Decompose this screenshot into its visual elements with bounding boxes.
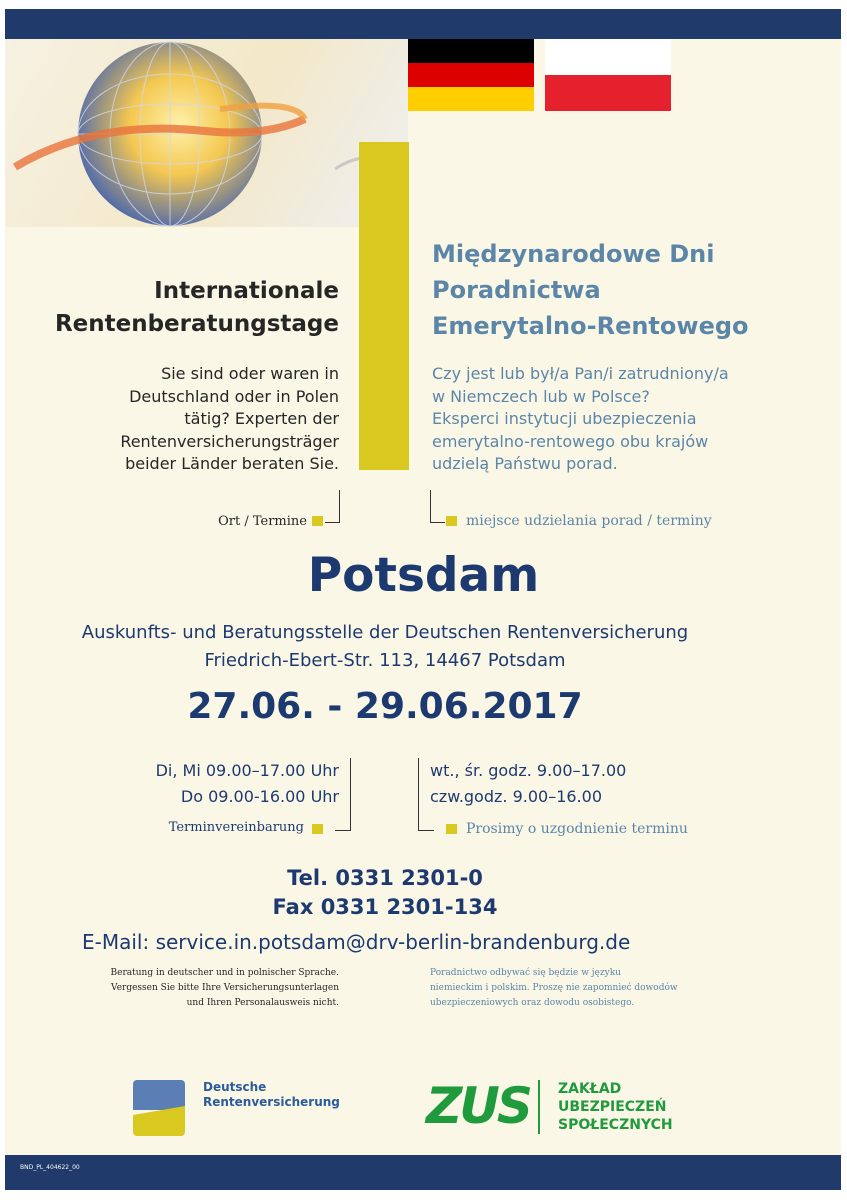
label-place-de: Ort / Termine bbox=[218, 514, 307, 529]
notes-de: Beratung in deutscher und in polnischer Sprache. Vergessen Sie bitte Ihre Versicherungsunterlagen und Ihren Personalausweis nicht. bbox=[110, 968, 339, 1008]
event-office: Auskunfts- und Beratungsstelle der Deutschen Rentenversicherung bbox=[81, 622, 689, 643]
contact-email[interactable]: E-Mail: service.in.potsdam@drv-berlin-brandenburg.de bbox=[82, 930, 631, 954]
label-appointment-pl: Prosimy o uzgodnienie terminu bbox=[466, 821, 688, 837]
document-code: BND_PL_404622_00 bbox=[20, 1164, 80, 1171]
zus-logo: ZUS bbox=[426, 1077, 530, 1135]
marker-square bbox=[312, 824, 323, 834]
globe-image bbox=[5, 39, 408, 227]
top-bar bbox=[5, 9, 841, 39]
bottom-bar bbox=[5, 1155, 841, 1190]
zus-divider bbox=[538, 1080, 540, 1134]
german-flag bbox=[408, 39, 534, 111]
intro-de: Sie sind oder waren in Deutschland oder in Polen tätig? Experten der Rentenversicherungsträger beider Länder beraten Sie. bbox=[120, 364, 339, 473]
marker-square bbox=[312, 516, 323, 526]
bracket-pl-place bbox=[430, 490, 445, 523]
drv-logo-text: Deutsche Rentenversicherung bbox=[203, 1080, 340, 1109]
contact-phone bbox=[0, 864, 770, 922]
hours-de: Di, Mi 09.00–17.00 Uhr Do 09.00-16.00 Uhr bbox=[155, 761, 339, 806]
yellow-divider bbox=[359, 142, 409, 470]
marker-square bbox=[446, 516, 457, 526]
drv-logo bbox=[133, 1080, 185, 1136]
fax-number: Fax 0331 2301-134 bbox=[272, 895, 498, 919]
polish-flag bbox=[545, 39, 671, 111]
label-place-pl: miejsce udzielania porad / terminy bbox=[466, 513, 712, 529]
notes-pl: Poradnictwo odbywać się będzie w języku niemieckim i polskim. Proszę nie zapomnieć dowodów ubezpieczeniowych oraz dowodu osobistego. bbox=[430, 968, 678, 1008]
event-address: Friedrich-Ebert-Str. 113, 14467 Potsdam bbox=[204, 650, 566, 671]
title-pl: Międzynarodowe Dni Poradnictwa Emerytalno-Rentowego bbox=[432, 240, 749, 340]
bracket-pl-hours bbox=[418, 758, 434, 831]
event-dates: 27.06. - 29.06.2017 bbox=[187, 686, 583, 727]
bracket-de-hours bbox=[335, 758, 351, 831]
event-city: Potsdam bbox=[307, 548, 540, 603]
intro-pl: Czy jest lub był/a Pan/i zatrudniony/a w Niemczech lub w Polsce? Eksperci instytucji ubezpieczenia emerytalno-rentowego obu krajów udzielą Państwu porad. bbox=[432, 364, 729, 473]
zus-logo-text: ZAKŁAD UBEZPIECZEŃ SPOŁECZNYCH bbox=[558, 1081, 673, 1133]
label-appointment-de: Terminvereinbarung bbox=[168, 820, 304, 835]
hours-pl: wt., śr. godz. 9.00–17.00 czw.godz. 9.00–16.00 bbox=[430, 761, 627, 806]
title-de: Internationale Rentenberatungstage bbox=[54, 278, 339, 337]
marker-square bbox=[446, 824, 457, 834]
phone-number: Tel. 0331 2301-0 bbox=[287, 866, 483, 890]
bracket-de-place bbox=[325, 490, 340, 523]
